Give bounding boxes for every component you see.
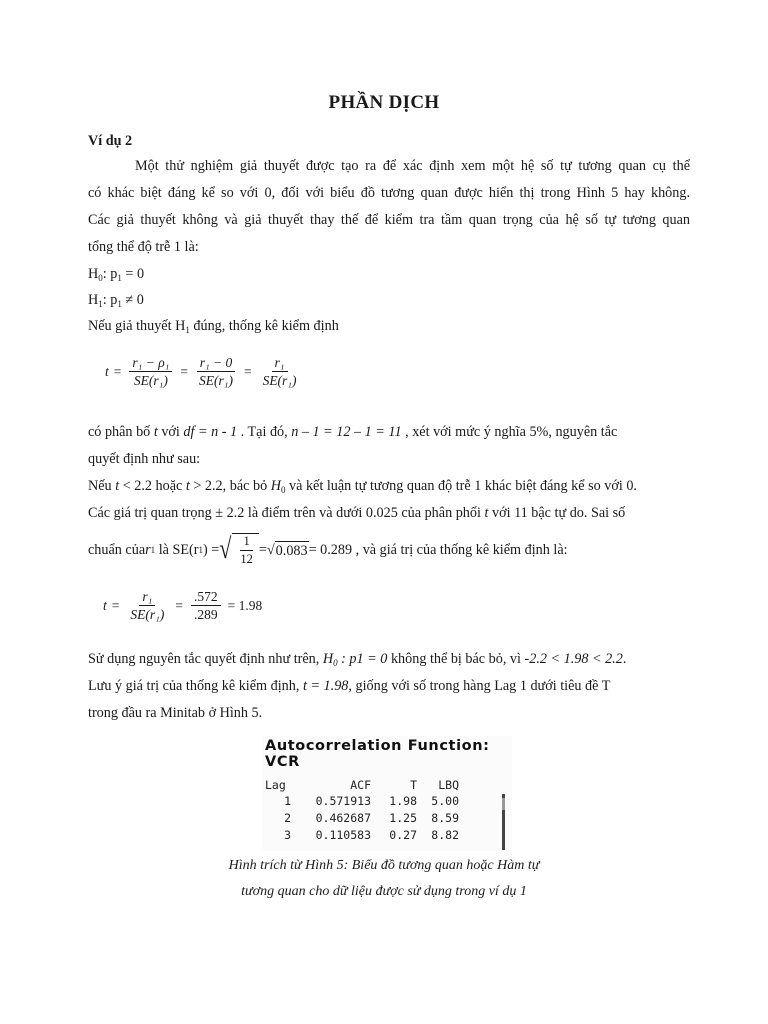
paragraph-line: Các giả thuyết không và giả thuyết thay thế để kiểm tra tầm quan trọng của hệ số tự tương quan — [88, 212, 690, 228]
paragraph-line: Các giá trị quan trọng ± 2.2 là điểm trên và dưới 0.025 của phân phối t với 11 bậc tự do. Sai số — [88, 505, 626, 521]
paragraph-line: có phân bố t với df = n - 1 . Tại đó, n – 1 = 12 – 1 = 11 , xét với mức ý nghĩa 5%, nguyên tắc — [88, 424, 618, 440]
figure-data-row: 1 0.571913 1.98 5.00 — [284, 794, 459, 808]
paragraph-line: có khác biệt đáng kể so với 0, đối với biểu đồ tương quan được hiển thị trong Hình 5 hay không. — [88, 185, 690, 201]
square-root: √ $\frac{1}{12}$ — [219, 533, 259, 567]
paragraph-line: Sử dụng nguyên tắc quyết định như trên, $H_0$ : p1 = 0 không thể bị bác bỏ, vì -2.2 < 1.98 < 2.2. — [88, 651, 627, 668]
figure-title: Autocorrelation Function: VCR — [265, 738, 490, 770]
figure-caption: Hình trích từ Hình 5: Biểu đồ tương quan hoặc Hàm tự — [228, 858, 540, 873]
paragraph-line: tổng thể độ trễ 1 là: — [88, 239, 199, 255]
alternative-hypothesis: $H_1$: $p_1 \ne 0$ — [88, 292, 144, 309]
figure-caption: tương quan cho dữ liệu được sử dụng trong ví dụ 1 — [241, 884, 527, 899]
figure-data-row: 2 0.462687 1.25 8.59 — [284, 811, 459, 825]
paragraph-line: Một thử nghiệm giả thuyết được tạo ra để xác định xem một hệ số tự tương quan cụ thể — [135, 158, 690, 174]
paragraph-line: Nếu giả thuyết $H_1$ đúng, thống kê kiểm định — [88, 318, 339, 335]
figure-data-row: 3 0.110583 0.27 8.82 — [284, 828, 459, 842]
scrollbar-thumb — [502, 798, 505, 810]
square-root: √ 0.083 — [266, 541, 308, 559]
null-hypothesis: $H_0$: $p_1 = 0$ — [88, 266, 145, 283]
test-statistic-value-formula: t = $\frac{\text{r₁}}{\text{SE(r₁)}}$ = $\frac{.572}{.289}$ = 1.98 — [103, 589, 263, 622]
standard-error-line: chuẩn của r 1 là SE(r 1 ) = √ $\frac{1}{12}$ = √ 0.083 = 0.289 , và giá trị của thống kê kiểm định là: — [88, 531, 568, 566]
figure-header-row: Lag ACF T LBQ — [265, 778, 459, 792]
test-statistic-formula: t = $\frac{\text{r₁ − ρ₁}}{\text{SE(r₁)}}$ = $\frac{\text{r₁ − 0}}{\text{SE(r₁)}}$ = $\frac{\text{r₁}}{\text{SE(r₁)}}$ — [105, 355, 297, 388]
paragraph-line: Lưu ý giá trị của thống kê kiểm định, t = 1.98, giống với số trong hàng Lag 1 dưới tiêu đề T — [88, 678, 611, 694]
example-heading: Ví dụ 2 — [88, 133, 133, 149]
paragraph-line: Nếu t < 2.2 hoặc t > 2.2, bác bỏ $H_0$ và kết luận tự tương quan độ trễ 1 khác biệt đáng kể so với 0. — [88, 478, 637, 495]
paragraph-line: quyết định như sau: — [88, 451, 201, 467]
minitab-output-figure — [262, 736, 512, 851]
paragraph-line: trong đầu ra Minitab ở Hình 5. — [88, 705, 263, 721]
page-title: PHẦN DỊCH — [328, 92, 440, 113]
